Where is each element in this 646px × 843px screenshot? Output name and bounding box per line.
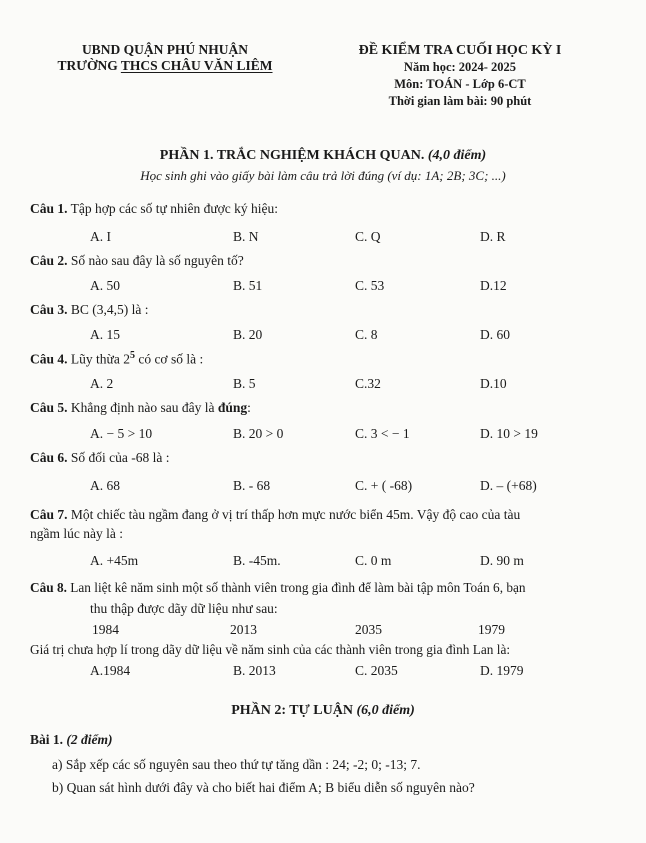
q4-option-c: C.32 <box>355 376 381 391</box>
q7-option-d: D. 90 m <box>480 553 524 568</box>
q7-text-cont: ngầm lúc này là : <box>30 526 123 541</box>
header-left <box>30 42 300 74</box>
question-6 <box>30 450 170 466</box>
school-year: Năm học: 2024- 2025 <box>403 60 517 74</box>
question-4 <box>30 350 203 368</box>
q6-option-b: B. - 68 <box>233 478 271 493</box>
q3-option-a: A. 15 <box>90 327 120 342</box>
part1-instruction: Học sinh ghi vào giấy bài làm câu trả lời đúng (ví dụ: 1A; 2B; 3C; ...) <box>140 168 506 183</box>
q5-emphasis: đúng <box>217 400 248 415</box>
q5-option-a: A. − 5 > 10 <box>90 426 153 441</box>
question-8 <box>30 580 526 596</box>
q8-data-value-4: 1979 <box>478 622 505 637</box>
q6-option-d: D. – (+68) <box>480 478 537 493</box>
district-name: UBND QUẬN PHÚ NHUẬN <box>81 42 249 57</box>
q3-option-d: D. 60 <box>480 327 510 342</box>
q5-tail: : <box>247 400 251 415</box>
q2-option-a: A. 50 <box>90 278 120 293</box>
q2-option-c: C. 53 <box>355 278 385 293</box>
q1-option-c: C. Q <box>355 229 381 244</box>
q1-label: Câu 1. <box>30 201 68 216</box>
q6-option-c: C. + ( -68) <box>355 478 413 493</box>
q8-text: Lan liệt kê năm sinh một số thành viên trong gia đình để làm bài tập môn Toán 6, bạn <box>66 580 526 595</box>
q7-option-c: C. 0 m <box>355 553 392 568</box>
q4-option-d: D.10 <box>480 376 507 391</box>
q1-option-d: D. R <box>480 229 506 244</box>
bai1-part-a: a) Sắp xếp các số nguyên sau theo thứ tự tăng dần : 24; -2; 0; -13; 7. <box>52 757 421 772</box>
q4-option-b: B. 5 <box>233 376 256 391</box>
q4-text-after: có cơ số là : <box>134 351 204 367</box>
question-2 <box>30 253 244 269</box>
question-5 <box>30 400 251 416</box>
q8-data-value-2: 2013 <box>230 622 257 637</box>
q4-option-a: A. 2 <box>90 376 114 391</box>
q6-label: Câu 6. <box>30 450 68 465</box>
q3-option-c: C. 8 <box>355 327 378 342</box>
question-7 <box>30 507 520 523</box>
q7-option-a: A. +45m <box>90 553 139 568</box>
q1-option-a: A. I <box>90 229 111 244</box>
exam-title: ĐỀ KIỂM TRA CUỐI HỌC KỲ I <box>358 43 562 58</box>
school-line <box>30 58 300 74</box>
q8-text-cont: thu thập được dãy dữ liệu như sau: <box>90 601 278 616</box>
q7-text: Một chiếc tàu ngầm đang ở vị trí thấp hơn mực nước biển 45m. Vậy độ cao của tàu <box>67 507 521 522</box>
q4-text-before: Lũy thừa 2 <box>67 351 130 367</box>
q4-exponent: 5 <box>129 350 135 361</box>
q5-option-b: B. 20 > 0 <box>233 426 284 441</box>
q7-label: Câu 7. <box>30 507 68 522</box>
q2-option-b: B. 51 <box>233 278 263 293</box>
q2-text: Số nào sau đây là số nguyên tố? <box>67 253 244 268</box>
q3-label: Câu 3. <box>30 302 68 317</box>
part2-title <box>0 703 646 719</box>
q7-option-b: B. -45m. <box>233 553 281 568</box>
q8-option-c: C. 2035 <box>355 663 398 678</box>
part1-title <box>0 148 646 164</box>
q1-text: Tập hợp các số tự nhiên được ký hiệu: <box>67 201 279 216</box>
q5-option-d: D. 10 > 19 <box>480 426 538 441</box>
q6-text: Số đối của -68 là : <box>67 450 170 465</box>
bai1-label: Bài 1. <box>30 732 64 747</box>
q5-text: Khẳng định nào sau đây là <box>67 400 218 415</box>
q1-option-b: B. N <box>233 229 259 244</box>
q4-label: Câu 4. <box>30 351 68 367</box>
part2-title-text: PHẦN 2: TỰ LUẬN <box>231 703 353 718</box>
school-name: THCS CHÂU VĂN LIÊM <box>120 58 273 73</box>
q8-text-question: Giá trị chưa hợp lí trong dãy dữ liệu về năm sinh của các thành viên trong gia đình Lan là: <box>30 642 511 657</box>
q8-data-value-1: 1984 <box>92 622 119 637</box>
question-1 <box>30 201 278 217</box>
school-prefix: TRƯỜNG <box>57 58 121 73</box>
bai1-heading <box>30 732 113 748</box>
q8-label: Câu 8. <box>30 580 67 595</box>
bai1-points: (2 điểm) <box>66 732 113 747</box>
subject: Môn: TOÁN - Lớp 6-CT <box>394 77 526 91</box>
part2-points: (6,0 điểm) <box>356 703 415 718</box>
q8-option-d: D. 1979 <box>480 663 524 678</box>
header-right <box>300 42 620 110</box>
bai1-part-b: b) Quan sát hình dưới đây và cho biết hai điểm A; B biểu diễn số nguyên nào? <box>52 780 475 795</box>
q8-option-a: A.1984 <box>90 663 131 678</box>
part1-points: (4,0 điểm) <box>427 148 487 163</box>
q8-data-value-3: 2035 <box>355 622 382 637</box>
q8-option-b: B. 2013 <box>233 663 276 678</box>
q5-option-c: C. 3 < − 1 <box>355 426 410 441</box>
q6-option-a: A. 68 <box>90 478 120 493</box>
q2-option-d: D.12 <box>480 278 507 293</box>
q3-option-b: B. 20 <box>233 327 263 342</box>
question-3 <box>30 302 149 318</box>
q3-text: BC (3,4,5) là : <box>67 302 149 317</box>
q5-label: Câu 5. <box>30 400 68 415</box>
part1-title-text: PHẦN 1. TRẮC NGHIỆM KHÁCH QUAN. <box>159 148 425 163</box>
exam-time: Thời gian làm bài: 90 phút <box>388 94 532 108</box>
q2-label: Câu 2. <box>30 253 68 268</box>
